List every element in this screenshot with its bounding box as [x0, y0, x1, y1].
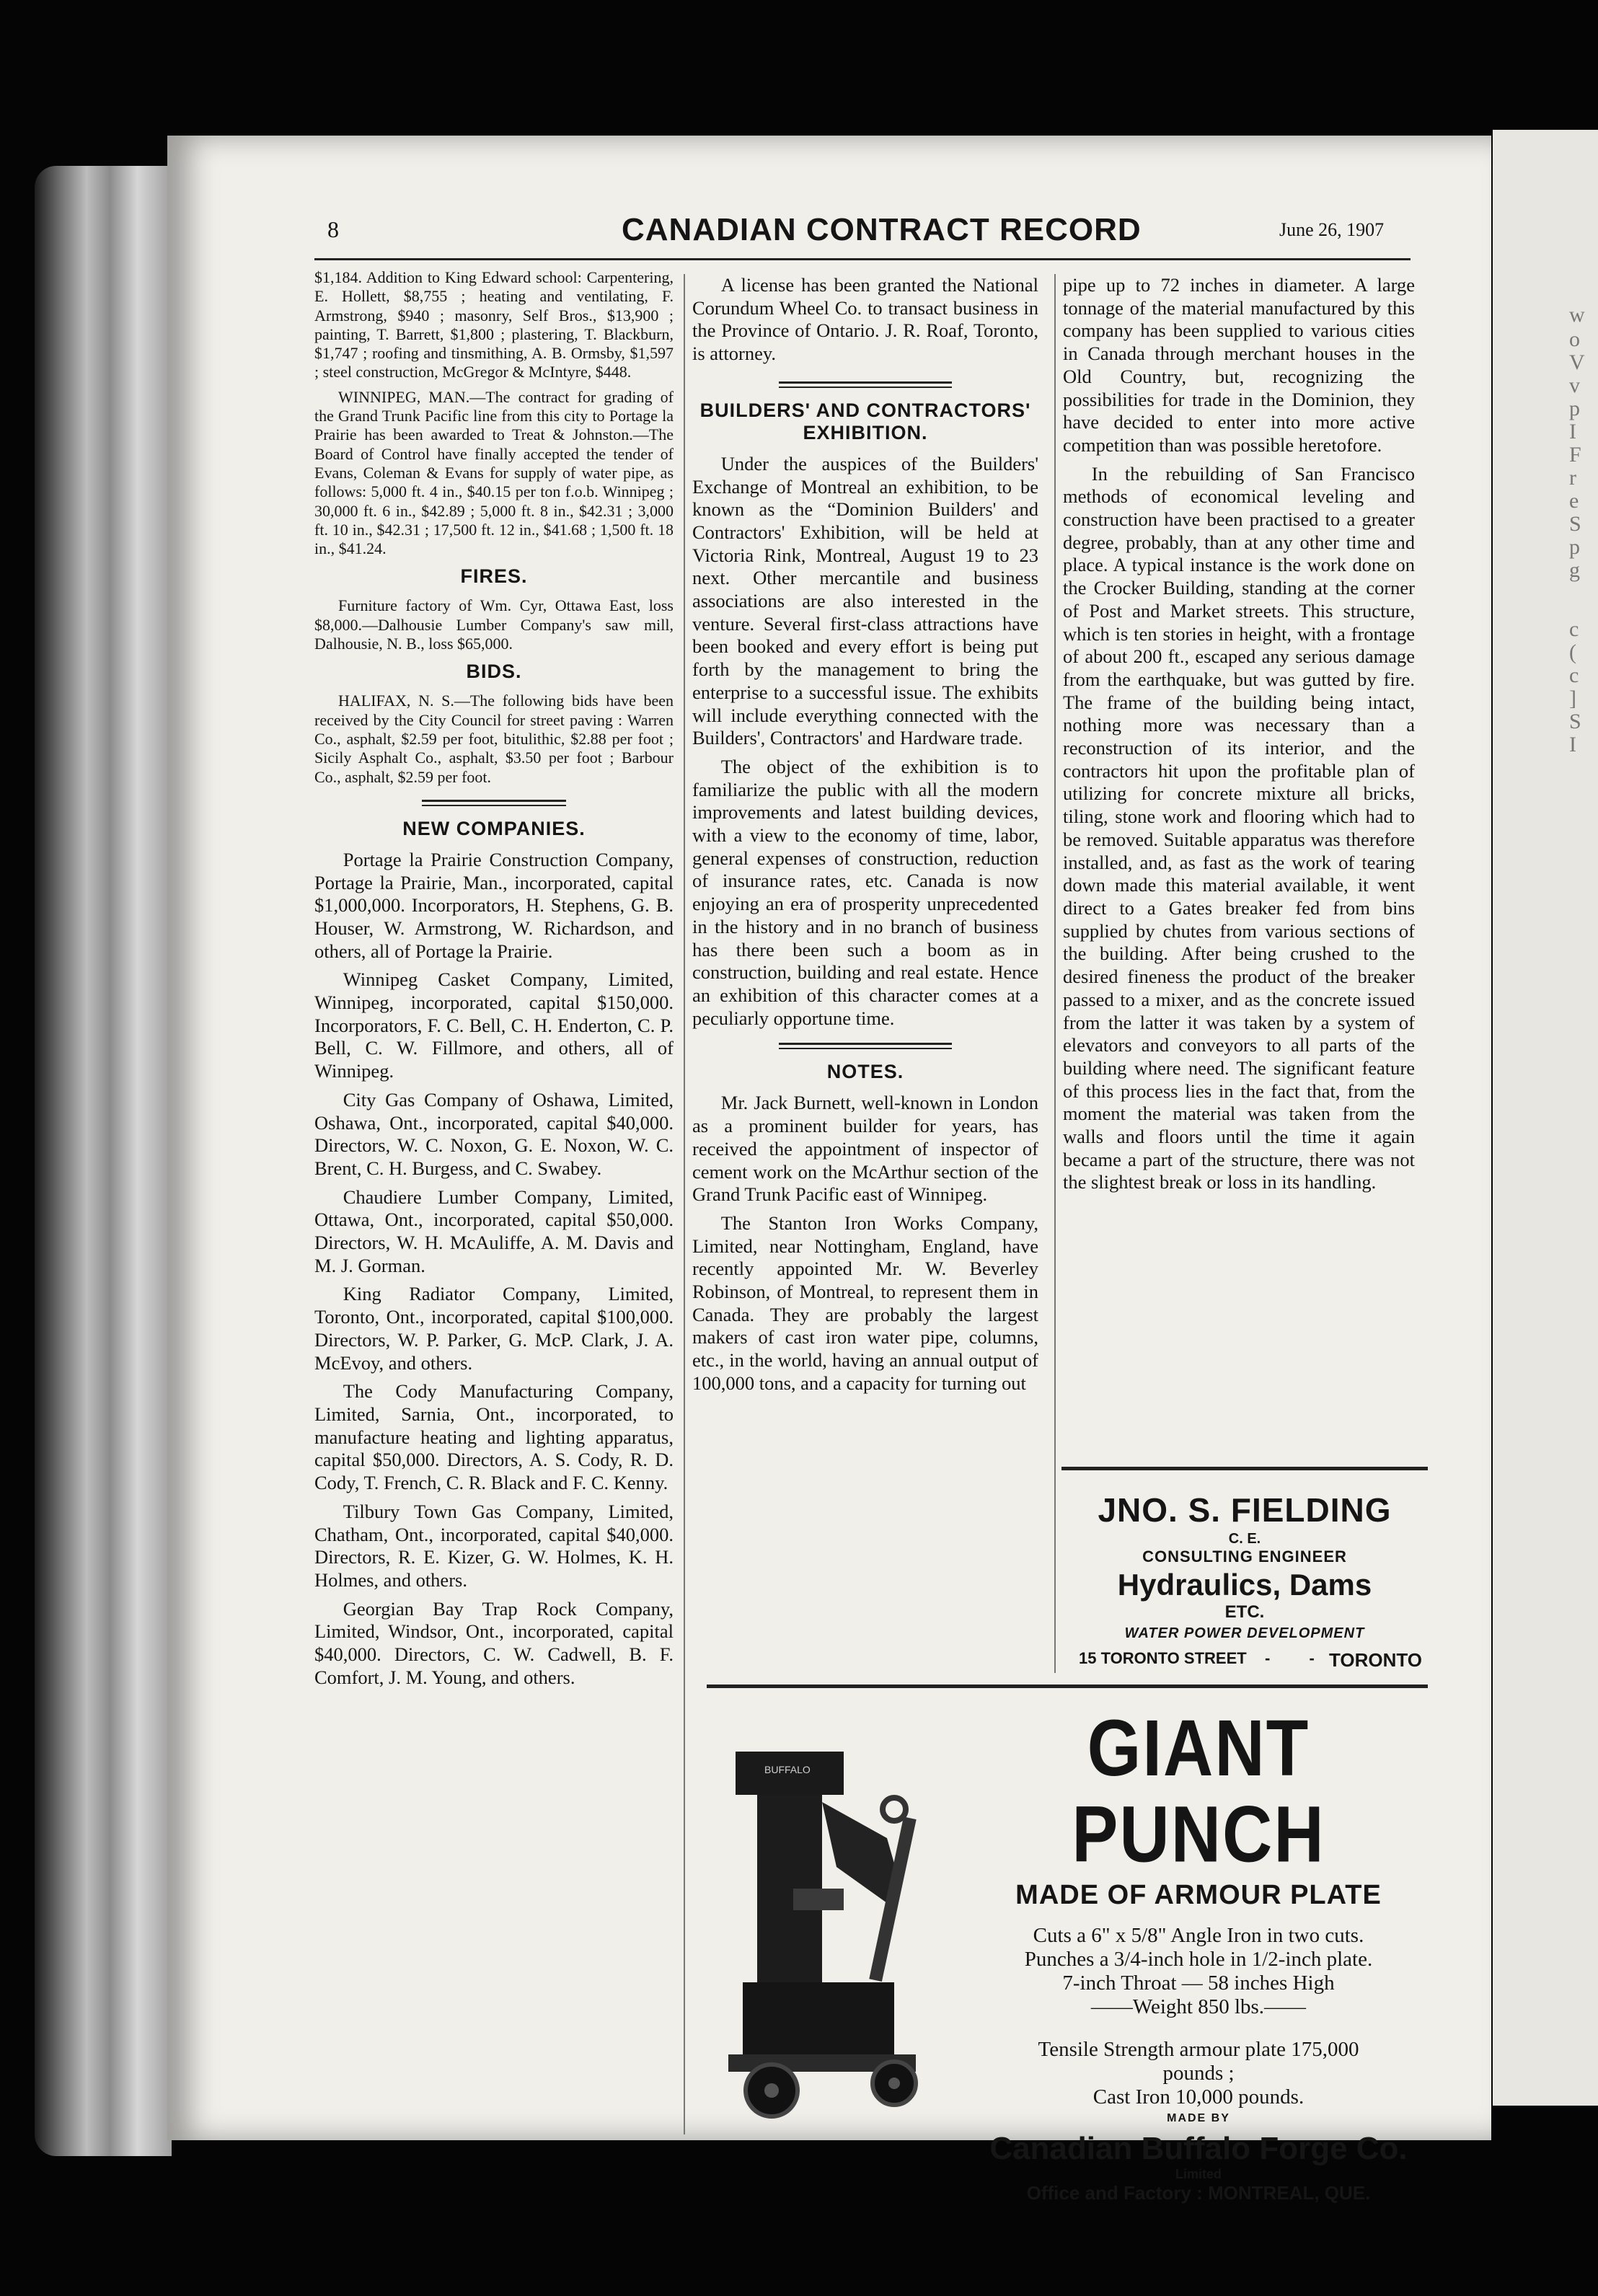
ad-punch-tensile: pounds ;	[1162, 2062, 1235, 2085]
article-paragraph: Winnipeg Casket Company, Limited, Winnipeg, incorporated, capital $150,000. Incorporators, F. C. Bell, C. H. Enderton, C. P. Bell, C. W. Fillmore, and others, all of Winnipeg.	[314, 968, 674, 1082]
section-rule	[779, 381, 952, 388]
right-page-fragment: g	[1569, 558, 1580, 582]
article-paragraph: Portage la Prairie Construction Company, Portage la Prairie, Man., incorporated, capital $1,000,000. Incorporators, H. Stephens, G. B. Houser, W. Armstrong, W. Richardson, and others, all of Portage la Prairie.	[314, 848, 674, 962]
article-paragraph: City Gas Company of Oshawa, Limited, Oshawa, Ont., incorporated, capital $40,000. Directors, W. C. Noxon, G. E. Noxon, W. C. Brent, C. H. Burgess, and C. Swabey.	[314, 1088, 674, 1179]
ad-fielding-tagline: WATER POWER DEVELOPMENT	[1124, 1625, 1365, 1641]
advertisement-fielding	[1061, 1467, 1428, 1679]
ad-fielding-dashes: - -	[1265, 1649, 1332, 1667]
ad-punch-company: Canadian Buffalo Forge Co.	[989, 2131, 1408, 2166]
ad-punch-subtitle: MADE OF ARMOUR PLATE	[1015, 1880, 1382, 1910]
ad-fielding-role: CONSULTING ENGINEER	[1142, 1547, 1347, 1566]
ad-fielding-name: JNO. S. FIELDING	[1098, 1491, 1392, 1529]
article-paragraph: The object of the exhibition is to familiarize the public with all the modern improvements and latest building devices, with a view to the economy of time, labor, general expenses of construction, reduction of insurance rates, etc. Canada is now enjoying an era of prosperity unprecedented in the history and in no branch of business has there been such a boom as in construction, building and real estate. Hence an exhibition of this character comes at a peculiarly opportune time.	[692, 755, 1038, 1029]
column-1	[314, 268, 674, 1695]
article-paragraph: Under the auspices of the Builders' Exchange of Montreal an exhibition, to be known as the “Dominion Builders' and Contractors' Exhibition, will be held at Victoria Rink, Montreal, August 19 to 23 next. Other mercantile and business associations are also interested in the venture. Several first-class attractions have been booked and every effort is being put forth by the management to bring the enterprise to a successful issue. The exhibits will include everything connected with the Builders', Contractors' and Hardware trade.	[692, 452, 1038, 749]
right-page-fragment: I	[1569, 733, 1576, 756]
right-page-fragment: e	[1569, 489, 1579, 513]
article-paragraph: A license has been granted the National Corundum Wheel Co. to transact business in the Province of Ontario. J. R. Roaf, Toronto, is attorney.	[692, 274, 1038, 365]
right-page-fragment: p	[1569, 397, 1580, 420]
ad-punch-limited: Limited	[1175, 2167, 1222, 2181]
header-rule	[314, 258, 1411, 260]
right-page-fragment: v	[1569, 374, 1580, 397]
article-paragraph: The Stanton Iron Works Company, Limited, near Nottingham, England, have recently appointed Mr. W. Beverley Robinson, of Montreal, to represent them in Canada. They are probably the largest makers of cast iron water pipe, columns, etc., in the world, having an annual output of 100,000 tons, and a capacity for turning out	[692, 1211, 1038, 1394]
right-page-fragment: p	[1569, 535, 1580, 559]
right-page-fragment: c	[1569, 617, 1579, 641]
page-number: 8	[327, 216, 339, 242]
right-page-edge	[1493, 130, 1598, 2106]
column-divider	[1054, 274, 1056, 1673]
article-paragraph: Mr. Jack Burnett, well-known in London as a prominent builder for years, has received the appointment of inspector of cement work on the McArthur section of the Grand Trunk Pacific east of Winnipeg.	[692, 1092, 1038, 1206]
ad-fielding-specialty: Hydraulics, Dams	[1117, 1568, 1372, 1602]
article-paragraph: HALIFAX, N. S.—The following bids have been received by the City Council for street paving : Warren Co., asphalt, $2.59 per foot, bitulithic, $2.88 per foot ; Sicily Asphalt Co., asphalt, $3.50 per foot ; Barbour Co., asphalt, $2.59 per foot.	[314, 692, 674, 786]
right-page-fragment: S	[1569, 512, 1581, 536]
section-heading-notes: NOTES.	[826, 1061, 904, 1083]
ad-punch-text	[975, 1704, 1422, 2204]
ad-fielding-city: TORONTO	[1328, 1649, 1422, 1671]
ad-fielding-ce: C. E.	[1228, 1531, 1261, 1547]
section-heading-bids: BIDS.	[466, 661, 522, 683]
right-page-fragment: I	[1569, 420, 1576, 443]
article-paragraph: Georgian Bay Trap Rock Company, Limited, Windsor, Ont., incorporated, capital $40,000. Directors, C. W. Cadwell, B. F. Comfort, J. M. Young, and others.	[314, 1597, 674, 1688]
section-heading-exhibition: BUILDERS' AND CONTRACTORS' EXHIBITION.	[699, 399, 1031, 443]
ad-punch-made-by: MADE BY	[1167, 2112, 1230, 2124]
machine-nameplate: BUFFALO	[764, 1764, 811, 1775]
book-binding	[35, 166, 172, 2156]
column-3	[1063, 274, 1415, 1200]
advertisement-giant-punch	[707, 1685, 1428, 2204]
article-paragraph: Furniture factory of Wm. Cyr, Ottawa East, loss $8,000.—Dalhousie Lumber Company's saw mill, Dalhousie, N. B., loss $65,000.	[314, 596, 674, 653]
section-rule	[422, 800, 566, 806]
ad-punch-spec: Cuts a 6" x 5/8" Angle Iron in two cuts.	[1033, 1924, 1364, 1947]
article-paragraph: Tilbury Town Gas Company, Limited, Chatham, Ont., incorporated, capital $40,000. Directors, R. E. Kizer, G. W. Holmes, K. H. Holmes, and others.	[314, 1500, 674, 1591]
article-paragraph: $1,184. Addition to King Edward school: Carpentering, E. Hollett, $8,755 ; heating and ventilating, F. Armstrong, $940 ; masonry, Self Bros., $13,900 ; painting, T. Barrett, $1,800 ; plastering, T. Blackburn, $1,747 ; roofing and tinsmithing, A. B. Ormsby, $1,597 ; steel construction, McGregor & McIntyre, $448.	[314, 268, 674, 381]
ad-punch-tensile: Tensile Strength armour plate 175,000	[1038, 2038, 1359, 2061]
ad-punch-title: GIANT PUNCH	[1072, 1704, 1325, 1879]
article-paragraph: King Radiator Company, Limited, Toronto, Ont., incorporated, capital $100,000. Directors, W. P. Parker, G. McP. Clark, J. A. McEvoy, and others.	[314, 1283, 674, 1374]
ad-punch-spec: ——Weight 850 lbs.——	[1090, 1995, 1307, 2018]
right-page-fragment: o	[1569, 327, 1580, 351]
column-divider	[684, 274, 685, 2134]
article-paragraph: The Cody Manufacturing Company, Limited, Sarnia, Ont., incorporated, to manufacture heating and lighting apparatus, capital $50,000. Directors, A. S. Cody, R. D. Cody, T. French, C. R. Black and F. C. Kenny.	[314, 1380, 674, 1494]
section-rule	[779, 1043, 952, 1049]
ad-punch-tensile: Cast Iron 10,000 pounds.	[1092, 2085, 1305, 2109]
punch-machine-illustration	[714, 1723, 945, 2127]
ad-punch-spec: 7-inch Throat — 58 inches High	[1062, 1972, 1335, 1995]
right-page-fragment: F	[1569, 443, 1581, 467]
right-page-fragment: r	[1569, 466, 1576, 490]
right-page-fragment: c	[1569, 663, 1579, 687]
column-2	[692, 274, 1038, 1401]
ad-fielding-etc: ETC.	[1224, 1602, 1265, 1622]
right-page-fragment: ]	[1569, 686, 1576, 710]
article-paragraph: In the rebuilding of San Francisco methods of economical leveling and construction have been practised to a greater degree, probably, than at any other time and place. A typical instance is the work done on the Crocker Building, standing at the corner of Post and Market streets. This structure, which is ten stories in height, with a frontage of about 200 ft., escaped any serious damage from the earthquake, but was gutted by fire. The frame of the building being intact, nothing more was necessary than a reconstruction of its interior, and the contractors hit upon the profitable plan of utilizing for concrete mixture all bricks, tiling, stone work and flooring which had to be removed. Suitable apparatus was therefore installed, and, as fast as the work of tearing down made this material available, it went direct to a Gates breaker fed from bins supplied by chutes from various sections of the building. After being crushed to the desired fineness the product of the breaker passed to a mixer, and as the concrete issued from the latter it was taken by a system of elevators and conveyors to all parts of the building where need. The significant feature of this process lies in the fact that, from the moment the material was taken from the walls and floors until the time it again became a part of the structure, there was not the slightest break or loss in its handling.	[1063, 462, 1415, 1193]
right-page-fragment: (	[1569, 640, 1576, 664]
ad-punch-spec: Punches a 3/4-inch hole in 1/2-inch plate.	[1024, 1948, 1373, 1971]
article-paragraph: Chaudiere Lumber Company, Limited, Ottawa, Ont., incorporated, capital $50,000. Directors, W. H. McAuliffe, A. M. Davis and M. J. Gorman.	[314, 1185, 674, 1276]
article-paragraph: pipe up to 72 inches in diameter. A large tonnage of the material manufactured by this company has been supplied to various cities in Canada through merchant houses in the Old Country, but, recognizing the possibilities for trade in the Dominion, they have decided to enter into more active competition than was possible heretofore.	[1063, 274, 1415, 456]
ad-fielding-street: 15 TORONTO STREET	[1079, 1649, 1247, 1667]
ad-punch-office: Office and Factory : MONTREAL, QUE.	[1026, 2182, 1371, 2204]
page-title: CANADIAN CONTRACT RECORD	[622, 212, 1142, 247]
right-page-fragment: S	[1569, 710, 1581, 733]
issue-date: June 26, 1907	[1279, 219, 1385, 240]
section-heading-new-companies: NEW COMPANIES.	[402, 817, 586, 839]
article-paragraph: WINNIPEG, MAN.—The contract for grading of the Grand Trunk Pacific line from this city to Portage la Prairie has been awarded to Treat & Johnston.—The Board of Control have finally accepted the tender of Evans, Coleman & Evans for supply of water pipe, as follows: 5,000 ft. 4 in., $40.15 per ton f.o.b. Winnipeg ; 30,000 ft. 6 in., $42.89 ; 5,000 ft. 8 in., $42.31 ; 3,000 ft. 10 in., $42.31 ; 17,500 ft. 12 in., $41.68 ; 1,500 ft. 18 in., $41.24.	[314, 387, 674, 558]
right-page-fragment: V	[1569, 350, 1585, 374]
section-heading-fires: FIRES.	[460, 565, 528, 588]
right-page-fragment: w	[1569, 303, 1585, 327]
